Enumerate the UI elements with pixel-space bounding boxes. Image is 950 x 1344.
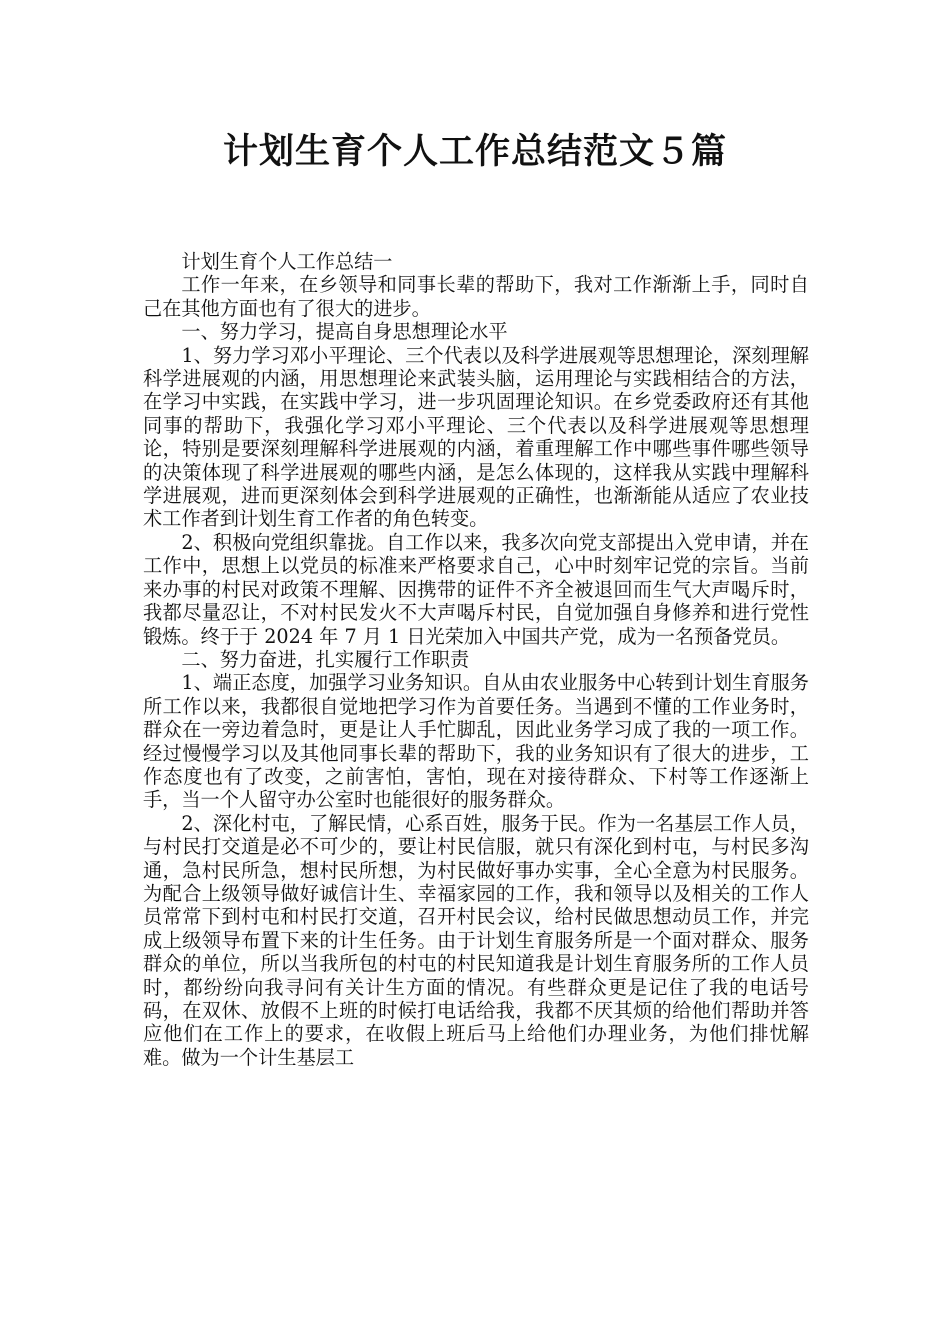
document-body [143, 250, 809, 1069]
paragraph: 1、端正态度，加强学习业务知识。自从由农业服务中心转到计划生育服务所工作以来，我都很自觉地把学习作为首要任务。当遇到不懂的工作业务时，群众在一旁边着急时，更是让人手忙脚乱，因此业务学习成了我的一项工作。经过慢慢学习以及其他同事长辈的帮助下，我的业务知识有了很大的进步，工作态度也有了改变，之前害怕，害怕，现在对接待群众、下村等工作逐渐上手，当一个人留守办公室时也能很好的服务群众。 [143, 671, 809, 812]
section-heading: 一、努力学习，提高自身思想理论水平 [181, 320, 508, 344]
paragraph: 2、积极向党组织靠拢。自工作以来，我多次向党支部提出入党申请，并在工作中，思想上以党员的标准来严格要求自己，心中时刻牢记党的宗旨。当前来办事的村民对政策不理解、因携带的证件不齐全被退回而生气大声喝斥时，我都尽量忍让，不对村民发火不大声喝斥村民，自觉加强自身修养和进行党性锻炼。终于于 2024 年 7 月 1 日光荣加入中国共产党，成为一名预备党员。 [143, 530, 809, 648]
paragraph: 工作一年来，在乡领导和同事长辈的帮助下，我对工作渐渐上手，同时自己在其他方面也有了很大的进步。 [143, 273, 809, 320]
paragraph: 2、深化村屯，了解民情，心系百姓，服务于民。作为一名基层工作人员，与村民打交道是必不可少的，要让村民信服，就只有深化到村屯，与村民多沟通，急村民所急，想村民所想，为村民做好事办实事，全心全意为村民服务。为配合上级领导做好诚信计生、幸福家园的工作，我和领导以及相关的工作人员常常下到村屯和村民打交道，召开村民会议，给村民做思想动员工作，并完成上级领导布置下来的计生任务。由于计划生育服务所是一个面对群众、服务群众的单位，所以当我所包的村屯的村民知道我是计划生育服务所的工作人员时，都纷纷向我寻问有关计生方面的情况。有些群众更是记住了我的电话号码，在双休、放假不上班的时候打电话给我，我都不厌其烦的给他们帮助并答应他们在工作上的要求，在收假上班后马上给他们办理业务，为他们排忧解难。做为一个计生基层工 [143, 811, 809, 1069]
section-heading: 计划生育个人工作总结一 [181, 250, 393, 273]
section-heading: 二、努力奋进，扎实履行工作职责 [181, 647, 470, 671]
paragraph: 1、努力学习邓小平理论、三个代表以及科学进展观等思想理论，深刻理解科学进展观的内涵，用思想理论来武装头脑，运用理论与实践相结合的方法，在学习中实践，在实践中学习，进一步巩固理论知识。在乡党委政府还有其他同事的帮助下，我强化学习邓小平理论、三个代表以及科学进展观等思想理论，特别是要深刻理解科学进展观的内涵，着重理解工作中哪些事件哪些领导的决策体现了科学进展观的哪些内涵，是怎么体现的，这样我从实践中理解科学进展观，进而更深刻体会到科学进展观的正确性，也渐渐能从适应了农业技术工作者到计划生育工作者的角色转变。 [143, 343, 809, 531]
document-title: 计划生育个人工作总结范文５篇 [222, 132, 727, 172]
